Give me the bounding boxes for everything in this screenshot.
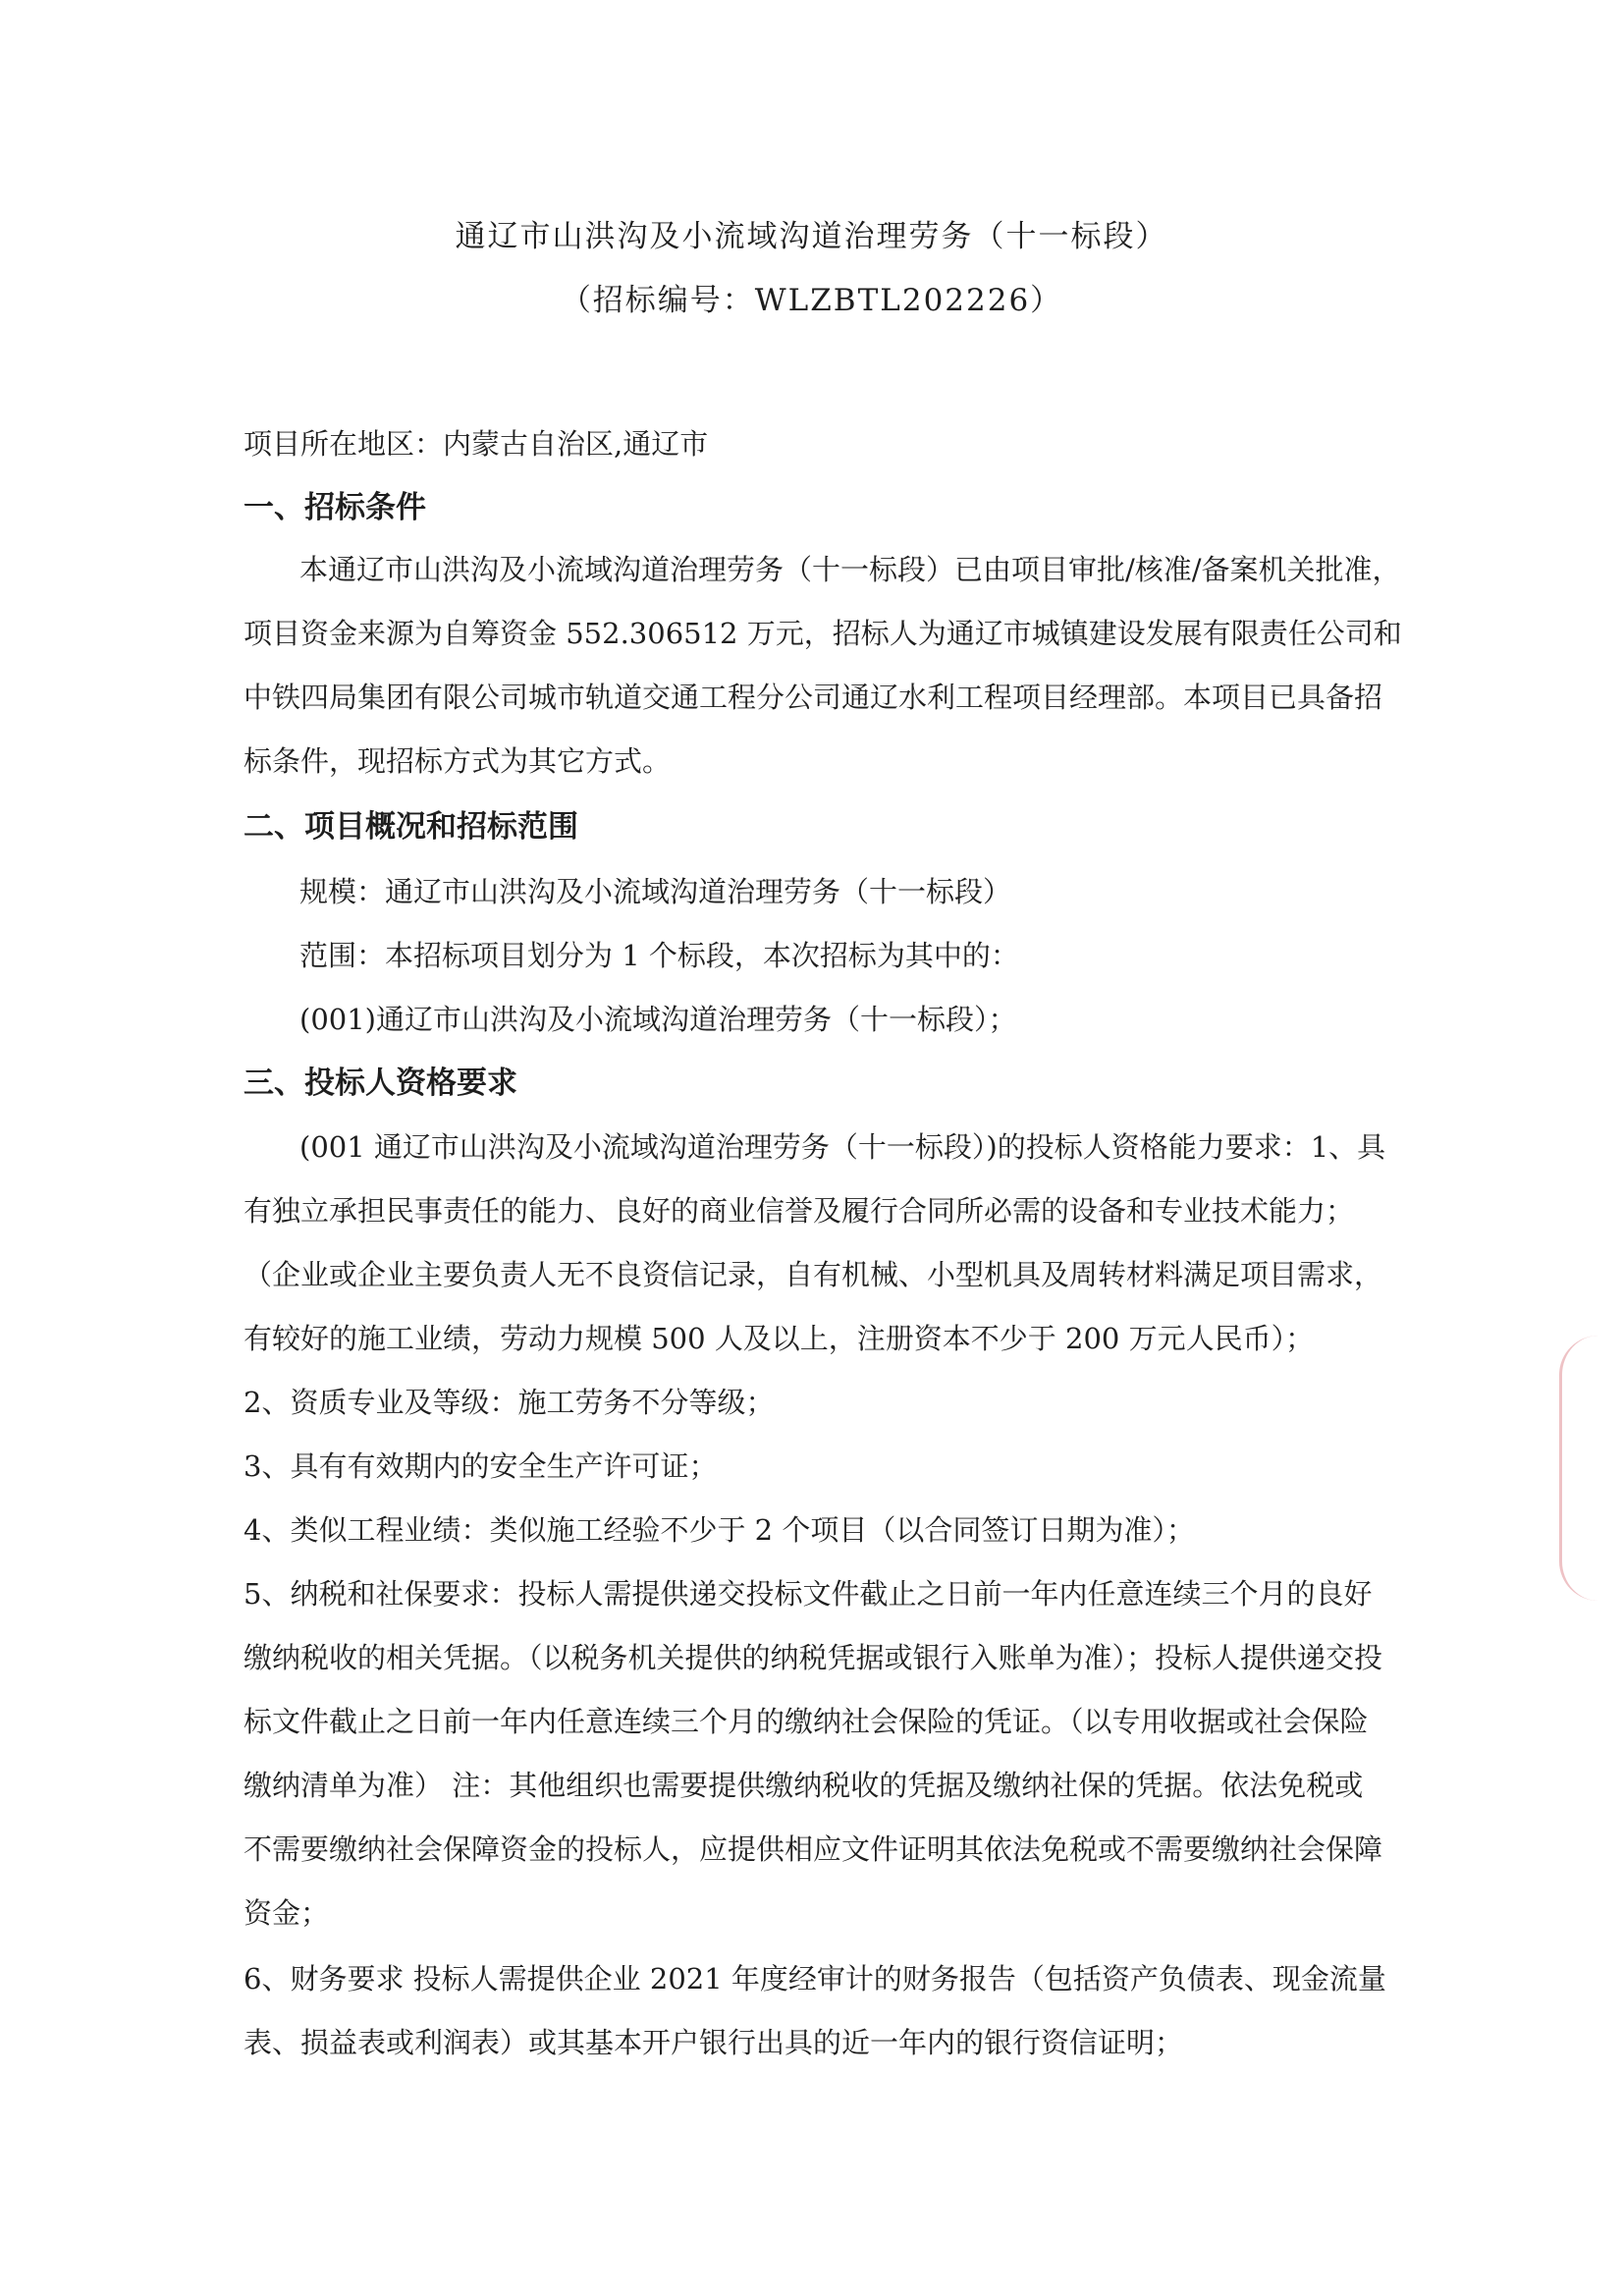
paragraph-line: 范围：本招标项目划分为 1 个标段，本次招标为其中的： bbox=[299, 939, 1019, 972]
paragraph-line: 表、损益表或利润表）或其基本开户银行出具的近一年内的银行资信证明； bbox=[243, 2026, 1184, 2059]
paragraph-line: 规模：通辽市山洪沟及小流域沟道治理劳务（十一标段） bbox=[299, 875, 1012, 908]
requirement-item-6: 6、财务要求 投标人需提供企业 2021 年度经审计的财务报告（包括资产负债表、现金流量 bbox=[243, 1962, 1386, 1995]
requirement-item-2: 2、资质专业及等级：施工劳务不分等级； bbox=[243, 1386, 775, 1419]
paragraph-line: 资金； bbox=[243, 1896, 330, 1930]
paragraph-line: （企业或企业主要负责人无不良资信记录，自有机械、小型机具及周转材料满足项目需求， bbox=[243, 1258, 1383, 1291]
requirement-item-5: 5、纳税和社保要求：投标人需提供递交投标文件截止之日前一年内任意连续三个月的良好 bbox=[243, 1577, 1373, 1611]
section-heading-2: 二、项目概况和招标范围 bbox=[243, 809, 578, 845]
paragraph-line: 缴纳清单为准） 注：其他组织也需要提供缴纳税收的凭据及缴纳社保的凭据。依法免税或 bbox=[243, 1769, 1364, 1802]
paragraph-line: 有较好的施工业绩，劳动力规模 500 人及以上，注册资本不少于 200 万元人民币）； bbox=[243, 1322, 1315, 1355]
paragraph-line: 中铁四局集团有限公司城市轨道交通工程分公司通辽水利工程项目经理部。本项目已具备招 bbox=[243, 681, 1383, 714]
requirement-item-3: 3、具有有效期内的安全生产许可证； bbox=[243, 1449, 718, 1483]
section-heading-3: 三、投标人资格要求 bbox=[243, 1066, 517, 1101]
project-location: 项目所在地区：内蒙古自治区,通辽市 bbox=[243, 427, 709, 461]
tender-number: （招标编号：WLZBTL202226） bbox=[560, 283, 1063, 318]
paragraph-line: 标条件，现招标方式为其它方式。 bbox=[243, 744, 672, 778]
requirement-item-4: 4、类似工程业绩：类似施工经验不少于 2 个项目（以合同签订日期为准）； bbox=[243, 1513, 1195, 1547]
seal-stamp-edge bbox=[1559, 1336, 1621, 1601]
document-title: 通辽市山洪沟及小流域沟道治理劳务（十一标段） bbox=[455, 219, 1168, 254]
paragraph-line: 缴纳税收的相关凭据。（以税务机关提供的纳税凭据或银行入账单为准）；投标人提供递交投 bbox=[243, 1641, 1383, 1674]
paragraph-line: 本通辽市山洪沟及小流域沟道治理劳务（十一标段）已由项目审批/核准/备案机关批准， bbox=[299, 553, 1401, 586]
paragraph-line: 标文件截止之日前一年内任意连续三个月的缴纳社会保险的凭证。（以专用收据或社会保险 bbox=[243, 1705, 1369, 1738]
paragraph-line: 项目资金来源为自筹资金 552.306512 万元，招标人为通辽市城镇建设发展有限责任公司和 bbox=[243, 617, 1402, 650]
paragraph-line: 不需要缴纳社会保障资金的投标人，应提供相应文件证明其依法免税或不需要缴纳社会保障 bbox=[243, 1832, 1383, 1866]
section-heading-1: 一、招标条件 bbox=[243, 490, 426, 525]
paragraph-line: (001)通辽市山洪沟及小流域沟道治理劳务（十一标段）； bbox=[299, 1003, 1017, 1036]
paragraph-line: (001 通辽市山洪沟及小流域沟道治理劳务（十一标段）)的投标人资格能力要求：1、具 bbox=[299, 1130, 1386, 1164]
paragraph-line: 有独立承担民事责任的能力、良好的商业信誉及履行合同所必需的设备和专业技术能力； bbox=[243, 1194, 1355, 1228]
